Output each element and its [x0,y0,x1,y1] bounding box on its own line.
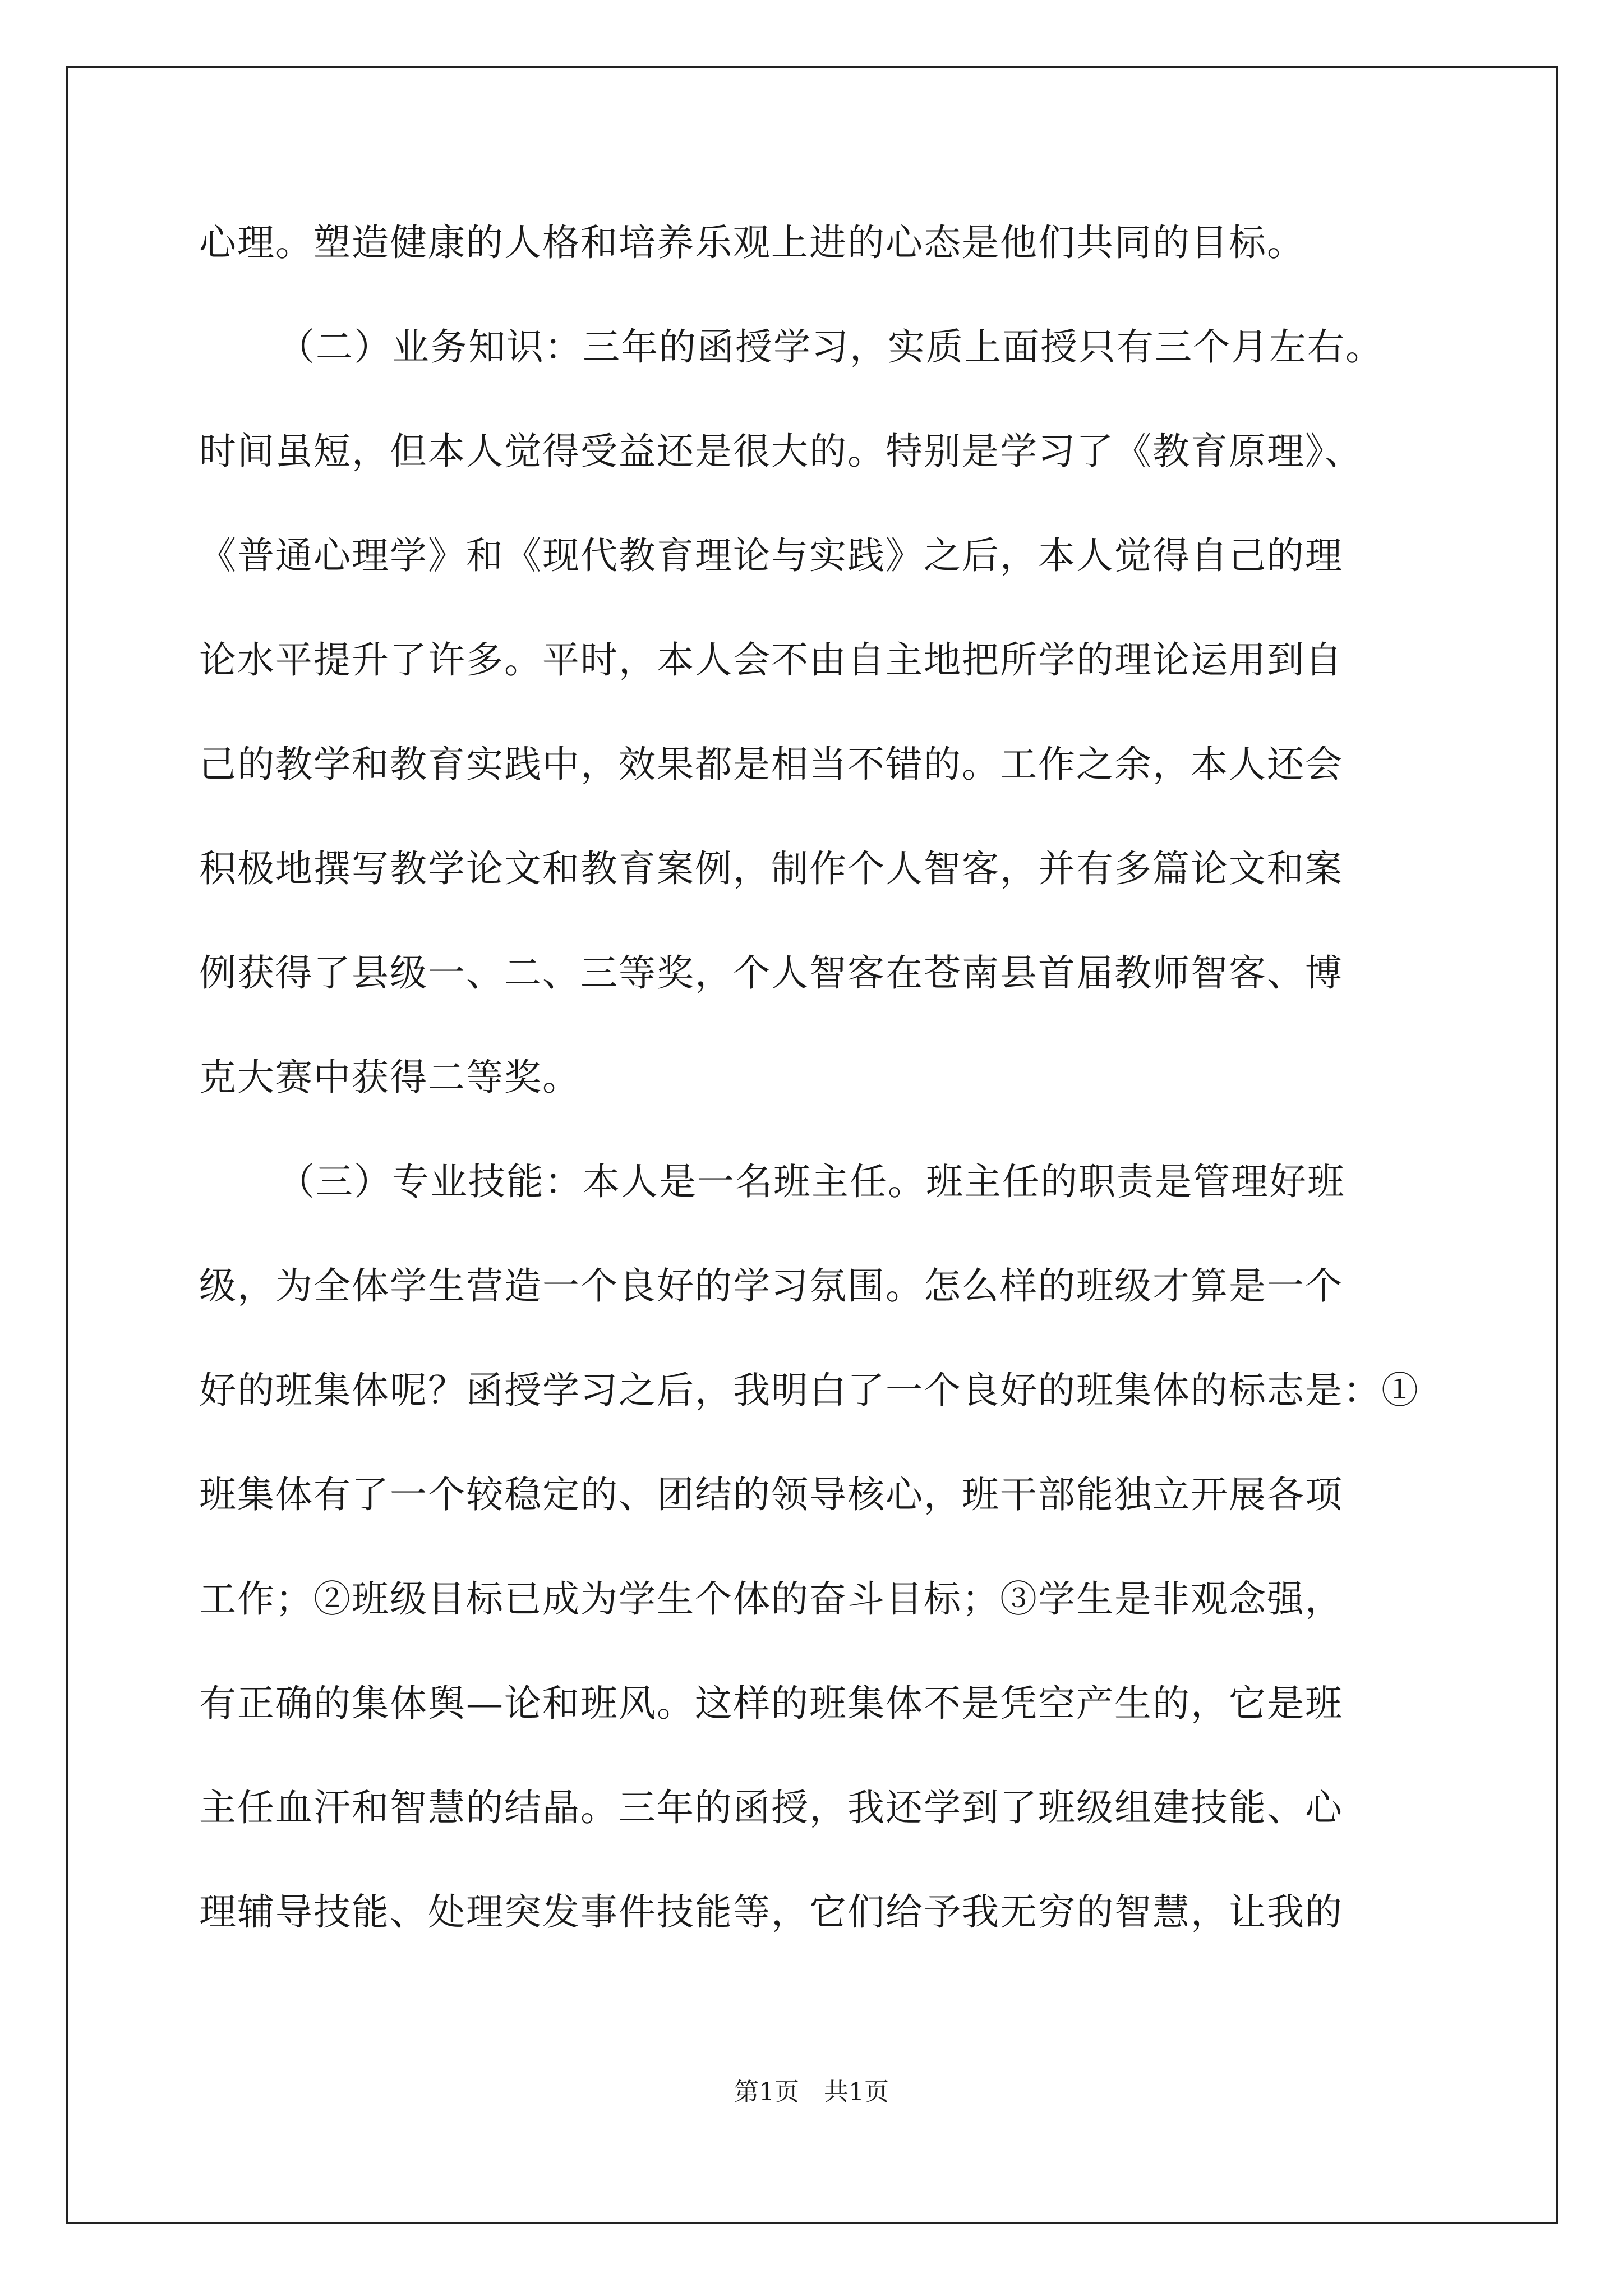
paragraph-line: 班集体有了一个较稳定的、团结的领导核心，班干部能独立开展各项 [199,1473,1343,1516]
paragraph-line: 积极地撰写教学论文和教育案例，制作个人智客，并有多篇论文和案 [199,847,1343,890]
paragraph-line: 理辅导技能、处理突发事件技能等，它们给予我无穷的智慧，让我的 [199,1890,1343,1934]
paragraph-line: 主任血汗和智慧的结晶。三年的函授，我还学到了班级组建技能、心 [199,1786,1343,1829]
paragraph-line: 克大赛中获得二等奖。 [199,1056,580,1099]
paragraph-line: 级，为全体学生营造一个良好的学习氛围。怎么样的班级才算是一个 [199,1264,1343,1308]
paragraph-line: 心理。塑造健康的人格和培养乐观上进的心态是他们共同的目标。 [199,221,1305,264]
paragraph-line: 有正确的集体舆—论和班风。这样的班集体不是凭空产生的，它是班 [199,1682,1343,1725]
paragraph-line: 己的教学和教育实践中，效果都是相当不错的。工作之余，本人还会 [199,743,1343,786]
page-footer: 第1页 共1页 [734,2078,889,2106]
paragraph-line: 例获得了县级一、二、三等奖，个人智客在苍南县首届教师智客、博 [199,951,1343,995]
paragraph-line: （二）业务知识：三年的函授学习，实质上面授只有三个月左右。 [278,325,1384,369]
paragraph-line: 《普通心理学》和《现代教育理论与实践》之后，本人觉得自己的理 [199,534,1343,577]
paragraph-line: 好的班集体呢？函授学习之后，我明白了一个良好的班集体的标志是：① [199,1369,1419,1412]
paragraph-line: 论水平提升了许多。平时，本人会不由自主地把所学的理论运用到自 [199,638,1343,682]
paragraph-line: 时间虽短，但本人觉得受益还是很大的。特别是学习了《教育原理》、 [199,430,1363,473]
paragraph-line: 工作；②班级目标已成为学生个体的奋斗目标；③学生是非观念强， [199,1577,1343,1621]
paragraph-line: （三）专业技能：本人是一名班主任。班主任的职责是管理好班 [278,1160,1345,1203]
